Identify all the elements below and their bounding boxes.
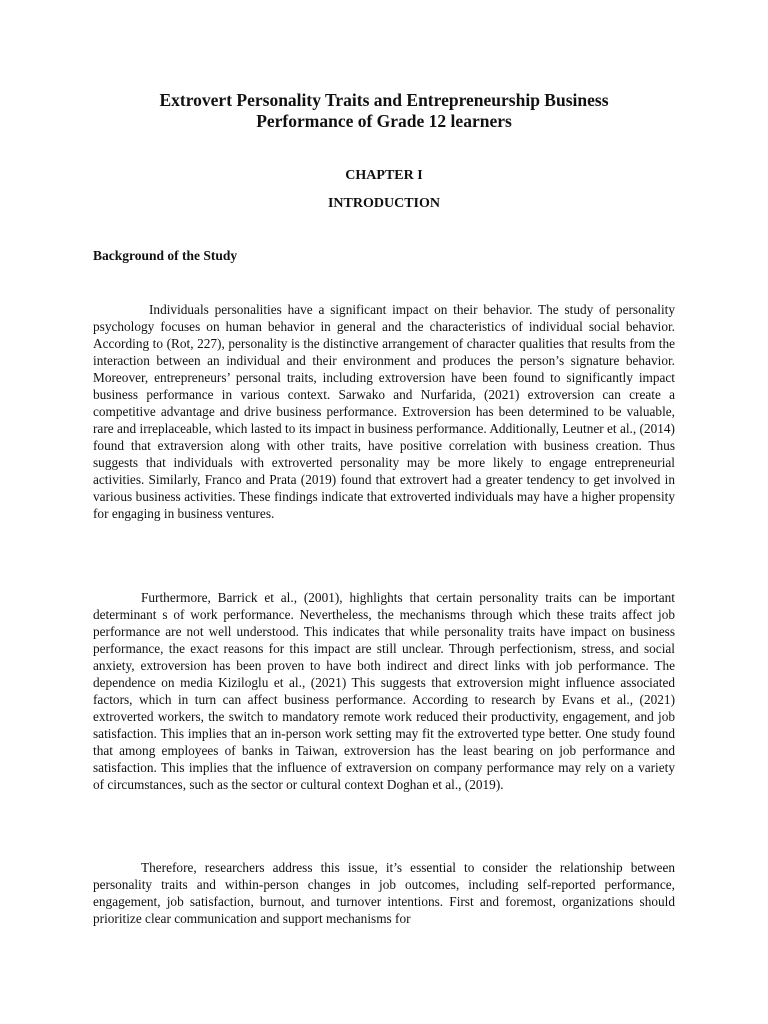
paragraph-2: Furthermore, Barrick et al., (2001), highlights that certain personality traits can be important determinant s of work performance. Nevertheless, the mechanisms through which these traits affect job performance are not well understood. This indicates that while personality traits have impact on business performance, the exact reasons for this impact are still unclear. Through perfectionism, stress, and social anxiety, extroversion has been proven to have both indirect and direct links with job performance. The dependence on media Kiziloglu et al., (2021) This suggests that extroversion might influence associated factors, which in turn can affect business performance. According to research by Evans et al., (2021) extroverted workers, the switch to mandatory remote work reduced their productivity, engagement, and job satisfaction. This implies that an in-person work setting may fit the extroverted type better. One study found that among employees of banks in Taiwan, extroversion has the least bearing on job performance and satisfaction. This implies that the influence of extraversion on company performance may rely on a variety of circumstances, such as the sector or cultural context Doghan et al., (2019). (93, 590, 675, 792)
document-title (60, 90, 708, 132)
chapter-title: INTRODUCTION (327, 196, 440, 211)
paragraph-3: Therefore, researchers address this issue, it’s essential to consider the relationship between personality traits and within-person changes in job outcomes, including self-reported performance, engagement, job satisfaction, burnout, and turnover intentions. First and foremost, organizations should prioritize clear communication and support mechanisms for (93, 860, 675, 926)
title-line-2: Performance of Grade 12 learners (256, 111, 512, 131)
section-heading: Background of the Study (93, 248, 238, 263)
paragraph-1: Individuals personalities have a significant impact on their behavior. The study of personality psychology focuses on human behavior in general and the characteristics of individual social behavior. According to (Rot, 227), personality is the distinctive arrangement of character qualities that results from the interaction between an individual and their environment and produces the person’s signature behavior. Moreover, entrepreneurs’ personal traits, including extroversion have been found to significantly impact business performance in various context. Sarwako and Nurfarida, (2021) extroversion can create a competitive advantage and drive business performance. Extroversion has been determined to be valuable, rare and irreplaceable, which lasted to its impact in business performance. Additionally, Leutner et al., (2014) found that extraversion along with other traits, have positive correlation with business creation. Thus suggests that individuals with extroverted personality may be more likely to engage entrepreneurial activities. Similarly, Franco and Prata (2019) found that extrovert had a greater tendency to get involved in various business activities. These findings indicate that extroverted individuals may have a higher propensity for engaging in business ventures. (93, 302, 675, 521)
chapter-label: CHAPTER I (345, 168, 423, 183)
title-line-1: Extrovert Personality Traits and Entrepreneurship Business (159, 90, 609, 110)
